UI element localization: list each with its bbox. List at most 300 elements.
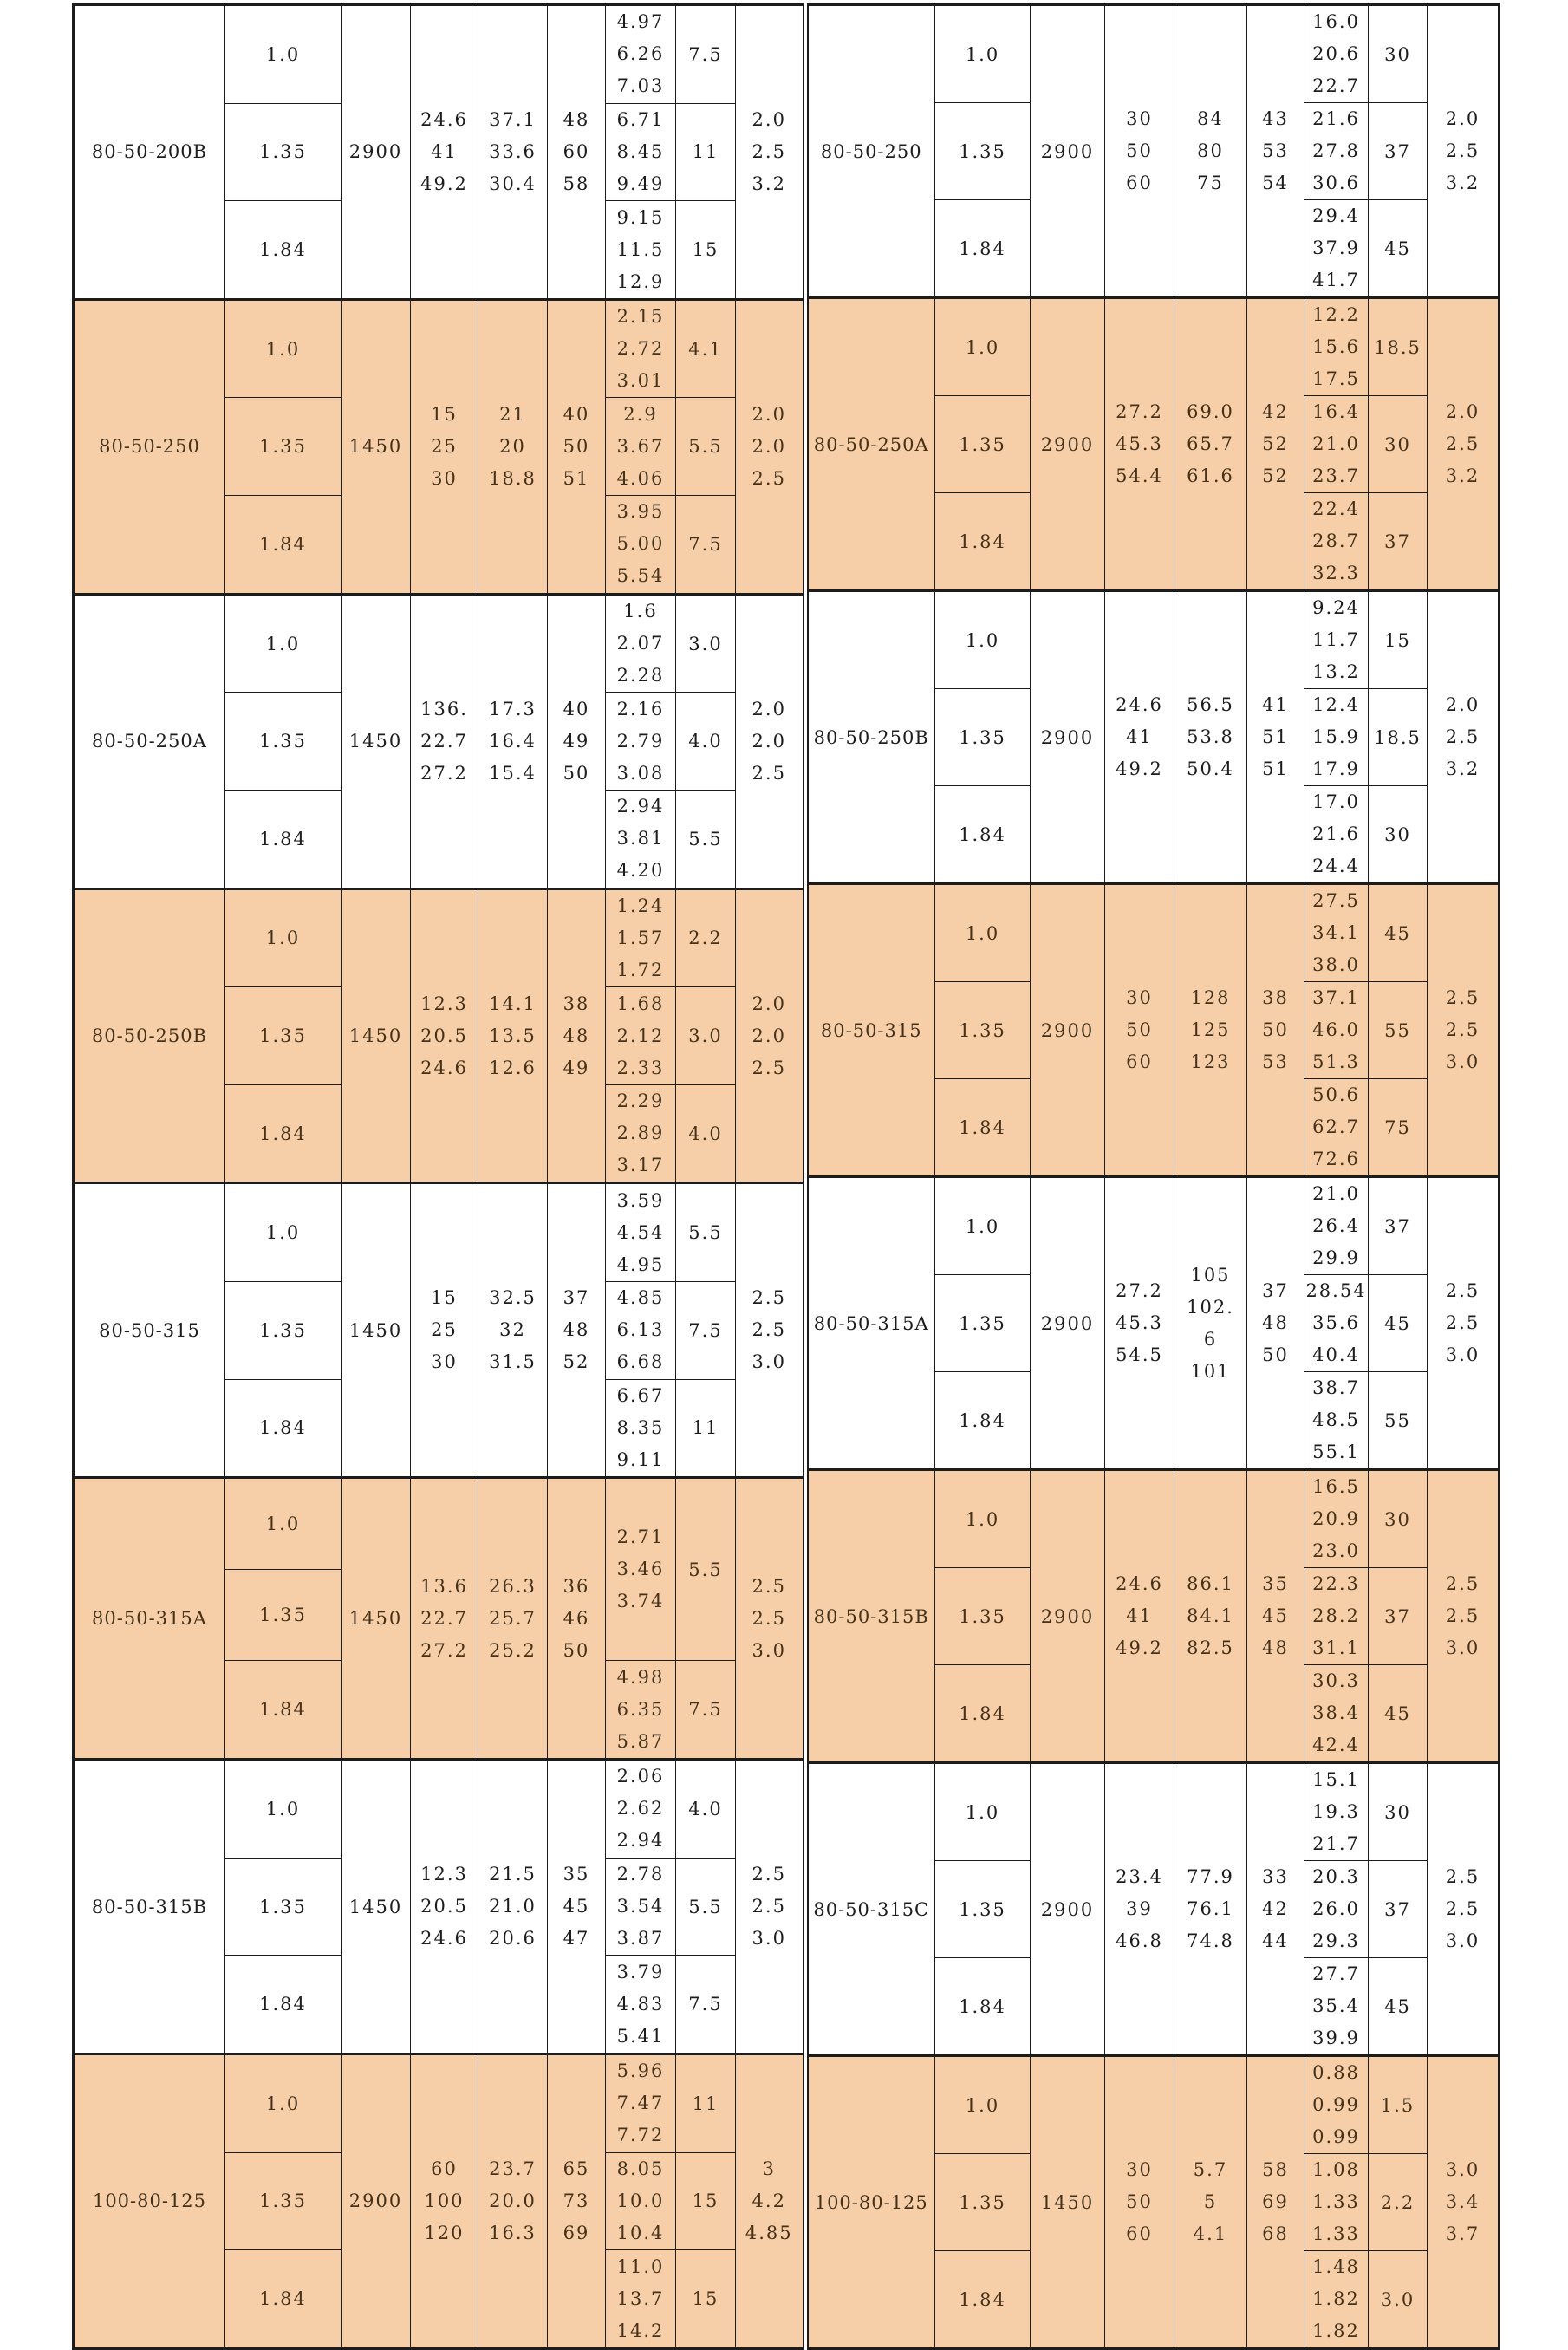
- spec-subrow: [74, 1760, 804, 1859]
- value-line: 38.0: [1312, 954, 1360, 975]
- value-line: 48: [1262, 1312, 1289, 1333]
- value-line: 14.2: [616, 2320, 665, 2341]
- value-line: 0.99: [1312, 2126, 1360, 2147]
- value-line: 24.6: [1116, 694, 1163, 715]
- value-line: 9.15: [616, 206, 665, 228]
- npsh-cell: [736, 5, 804, 300]
- motor-cell: 37: [1369, 1177, 1428, 1275]
- value-line: 15.9: [1312, 726, 1360, 747]
- npsh-cell: [1428, 1763, 1500, 2056]
- value-line: 17.5: [1312, 368, 1360, 389]
- value-line: 2.5: [1445, 726, 1480, 747]
- value-line: 60: [563, 140, 590, 162]
- flow-cell: [411, 2054, 478, 2348]
- value-line: 35.6: [1312, 1312, 1360, 1333]
- motor-cell: 55: [1369, 1372, 1428, 1470]
- value-line: 2.0: [751, 698, 786, 719]
- value-line: 84.1: [1187, 1605, 1234, 1626]
- value-line: 3.4: [1445, 2191, 1480, 2212]
- value-line: 17.0: [1312, 791, 1360, 812]
- value-line: 24.6: [1116, 1573, 1163, 1594]
- value-line: 20.9: [1312, 1508, 1360, 1529]
- value-line: 41.7: [1312, 270, 1360, 290]
- speed-cell: 2900: [1031, 1177, 1105, 1470]
- value-line: 9.11: [616, 1448, 665, 1470]
- npsh-cell: [1428, 591, 1500, 884]
- value-line: 5.96: [616, 2060, 665, 2082]
- value-line: 2.5: [1445, 1605, 1480, 1626]
- ratio-cell: 1.84: [935, 493, 1031, 591]
- value-line: 3.2: [1445, 173, 1480, 193]
- value-line: 21: [499, 403, 526, 425]
- head-cell: [1174, 1177, 1247, 1470]
- speed-cell: 1450: [1031, 2056, 1105, 2349]
- value-line: 2.5: [751, 1575, 786, 1597]
- value-line: 2.0: [751, 403, 786, 425]
- ratio-cell: 1.84: [225, 1956, 342, 2054]
- head-cell: [1174, 2056, 1247, 2349]
- power-cell: [606, 2250, 676, 2349]
- power-cell: [606, 889, 676, 987]
- value-line: 49.2: [1116, 1637, 1163, 1658]
- power-cell: [606, 5, 676, 104]
- value-line: 25.7: [489, 1607, 537, 1629]
- value-line: 36: [563, 1575, 590, 1597]
- ratio-cell: 1.0: [225, 1760, 342, 1859]
- value-line: 28.54: [1305, 1280, 1367, 1301]
- value-line: 50.6: [1312, 1084, 1360, 1105]
- spec-subrow: [808, 884, 1500, 982]
- npsh-cell: [1428, 884, 1500, 1177]
- flow-cell: [1105, 591, 1174, 884]
- power-cell: [1304, 1079, 1369, 1177]
- value-line: 12.3: [420, 993, 468, 1014]
- value-line: 53.8: [1187, 726, 1234, 747]
- value-line: 16.4: [1312, 401, 1360, 422]
- ratio-cell: 1.84: [935, 1372, 1031, 1470]
- spec-subrow: [808, 5, 1500, 103]
- value-line: 62.7: [1312, 1116, 1360, 1137]
- value-line: 50: [563, 1639, 590, 1661]
- value-line: 45.3: [1116, 1312, 1163, 1333]
- model-cell: 80-50-250B: [74, 889, 225, 1183]
- flow-cell: [1105, 1470, 1174, 1763]
- value-line: 2.16: [616, 698, 665, 719]
- value-line: 52: [563, 1351, 590, 1373]
- value-line: 6: [1203, 1328, 1218, 1350]
- value-line: 3.67: [616, 435, 665, 457]
- motor-cell: 3.0: [1369, 2251, 1428, 2349]
- power-cell: [1304, 103, 1369, 200]
- value-line: 12.9: [616, 270, 665, 292]
- model-cell: 100-80-125: [74, 2054, 225, 2348]
- value-line: 38: [563, 993, 590, 1014]
- value-line: 6.71: [616, 108, 665, 130]
- value-line: 4.95: [616, 1253, 665, 1275]
- value-line: 72.6: [1312, 1149, 1360, 1169]
- value-line: 30: [1126, 987, 1153, 1008]
- value-line: 3.74: [616, 1591, 665, 1612]
- value-line: 3.01: [616, 370, 665, 392]
- power-cell: [606, 496, 676, 595]
- value-line: 22.7: [1312, 75, 1360, 96]
- flow-cell: [411, 594, 478, 889]
- efficiency-cell: [548, 2054, 606, 2348]
- flow-cell: [411, 299, 478, 594]
- value-line: 30.3: [1312, 1670, 1360, 1691]
- value-line: 1.33: [1312, 2191, 1360, 2212]
- power-cell: [1304, 200, 1369, 298]
- ratio-cell: 1.0: [225, 1183, 342, 1282]
- value-line: 40: [563, 698, 590, 719]
- motor-cell: 2.2: [676, 889, 736, 987]
- ratio-cell: 1.84: [935, 1665, 1031, 1763]
- value-line: 73: [563, 2190, 590, 2211]
- model-cell: 80-50-200B: [74, 5, 225, 300]
- efficiency-cell: [1247, 1470, 1304, 1763]
- value-line: 69.0: [1187, 401, 1234, 422]
- value-line: 102.: [1187, 1296, 1234, 1318]
- value-line: 51: [1262, 726, 1289, 747]
- value-line: 2.5: [1445, 1019, 1480, 1040]
- value-line: 54.5: [1116, 1344, 1163, 1365]
- value-line: 2.94: [616, 796, 665, 817]
- motor-cell: 15: [676, 2152, 736, 2250]
- value-line: 53: [1262, 140, 1289, 161]
- ratio-cell: 1.84: [935, 1079, 1031, 1177]
- value-line: 15.1: [1312, 1769, 1360, 1790]
- efficiency-cell: [1247, 5, 1304, 298]
- value-line: 22.7: [420, 730, 468, 752]
- power-cell: [1304, 1861, 1369, 1958]
- ratio-cell: 1.35: [225, 1569, 342, 1661]
- model-cell: 80-50-315C: [808, 1763, 935, 2056]
- model-cell: 80-50-250: [74, 299, 225, 594]
- efficiency-cell: [1247, 298, 1304, 591]
- motor-cell: 37: [1369, 1861, 1428, 1958]
- power-cell: [1304, 1177, 1369, 1275]
- value-line: 1.82: [1312, 2288, 1360, 2309]
- value-line: 43: [1262, 108, 1289, 129]
- motor-cell: 7.5: [676, 1282, 736, 1380]
- power-cell: [606, 1379, 676, 1478]
- value-line: 18.8: [489, 467, 537, 489]
- motor-cell: 4.0: [676, 1084, 736, 1183]
- motor-cell: 5.5: [676, 1183, 736, 1282]
- value-line: 20.6: [1312, 43, 1360, 64]
- ratio-cell: 1.0: [935, 298, 1031, 396]
- model-cell: 80-50-315A: [74, 1478, 225, 1760]
- value-line: 3.0: [751, 1351, 786, 1373]
- value-line: 2.0: [751, 1025, 786, 1046]
- speed-cell: 1450: [342, 1760, 411, 2054]
- value-line: 30: [431, 467, 458, 489]
- power-cell: [606, 201, 676, 300]
- ratio-cell: 1.35: [935, 689, 1031, 786]
- value-line: 1.82: [1312, 2321, 1360, 2341]
- value-line: 50: [1262, 1019, 1289, 1040]
- value-line: 49: [563, 730, 590, 752]
- value-line: 47: [563, 1928, 590, 1949]
- head-cell: [1174, 1763, 1247, 2056]
- power-cell: [606, 594, 676, 693]
- value-line: 120: [424, 2222, 465, 2243]
- power-cell: [606, 987, 676, 1085]
- value-line: 1.6: [623, 601, 658, 622]
- value-line: 2.33: [616, 1057, 665, 1078]
- value-line: 3.7: [1445, 2223, 1480, 2244]
- value-line: 84: [1197, 108, 1224, 129]
- value-line: 1.08: [1312, 2159, 1360, 2180]
- value-line: 35.4: [1312, 1995, 1360, 2016]
- value-line: 29.4: [1312, 205, 1360, 226]
- power-cell: [606, 1760, 676, 1859]
- value-line: 128: [1190, 987, 1231, 1008]
- speed-cell: 2900: [1031, 591, 1105, 884]
- spec-subrow: [74, 1183, 804, 1282]
- value-line: 3.08: [616, 762, 665, 784]
- power-cell: [606, 1183, 676, 1282]
- value-line: 16.3: [489, 2222, 537, 2243]
- value-line: 10.4: [616, 2222, 665, 2243]
- spec-subrow: [74, 889, 804, 987]
- efficiency-cell: [1247, 591, 1304, 884]
- value-line: 50: [1126, 1019, 1153, 1040]
- motor-cell: 15: [1369, 591, 1428, 689]
- power-cell: [606, 299, 676, 398]
- value-line: 22.7: [420, 1607, 468, 1629]
- value-line: 23.7: [489, 2158, 537, 2179]
- value-line: 2.94: [616, 1830, 665, 1852]
- value-line: 74.8: [1187, 1930, 1234, 1951]
- value-line: 65: [563, 2158, 590, 2179]
- flow-cell: [411, 5, 478, 300]
- spec-subrow: [808, 1177, 1500, 1275]
- value-line: 76.1: [1187, 1898, 1234, 1919]
- value-line: 2.12: [616, 1025, 665, 1046]
- value-line: 40.4: [1312, 1344, 1360, 1365]
- value-line: 30: [1126, 108, 1153, 129]
- spec-subrow: [808, 1763, 1500, 1861]
- value-line: 21.6: [1312, 823, 1360, 844]
- value-line: 49.2: [1116, 758, 1163, 779]
- value-line: 12.2: [1312, 304, 1360, 325]
- motor-cell: 30: [1369, 5, 1428, 103]
- value-line: 56.5: [1187, 694, 1234, 715]
- power-cell: [1304, 2154, 1369, 2251]
- value-line: 123: [1190, 1051, 1231, 1072]
- power-cell: [606, 1956, 676, 2054]
- model-cell: 80-50-315B: [808, 1470, 935, 1763]
- motor-cell: 4.0: [676, 1760, 736, 1859]
- power-cell: [1304, 689, 1369, 786]
- value-line: 2.5: [1445, 987, 1480, 1008]
- ratio-cell: 1.35: [225, 2152, 342, 2250]
- value-line: 5.87: [616, 1730, 665, 1752]
- value-line: 28.2: [1312, 1605, 1360, 1626]
- head-cell: [1174, 591, 1247, 884]
- value-line: 50: [563, 435, 590, 457]
- spec-subrow: [74, 5, 804, 104]
- speed-cell: 1450: [342, 1478, 411, 1760]
- value-line: 25: [431, 1319, 458, 1341]
- value-line: 0.88: [1312, 2062, 1360, 2083]
- value-line: 11.7: [1312, 629, 1360, 650]
- flow-cell: [411, 1478, 478, 1760]
- value-line: 48: [563, 1319, 590, 1341]
- head-cell: [478, 1760, 548, 2054]
- value-line: 38.7: [1312, 1377, 1360, 1398]
- value-line: 39: [1126, 1898, 1153, 1919]
- speed-cell: 2900: [1031, 884, 1105, 1177]
- npsh-cell: [736, 1760, 804, 2054]
- value-line: 2.78: [616, 1864, 665, 1885]
- value-line: 3.79: [616, 1961, 665, 1982]
- value-line: 58: [563, 173, 590, 194]
- value-line: 2.5: [751, 140, 786, 162]
- value-line: 2.5: [751, 1287, 786, 1309]
- power-cell: [606, 1282, 676, 1380]
- value-line: 8.05: [616, 2158, 665, 2179]
- value-line: 44: [1262, 1930, 1289, 1951]
- value-line: 50: [563, 762, 590, 784]
- value-line: 26.0: [1312, 1898, 1360, 1919]
- power-cell: [1304, 591, 1369, 689]
- speed-cell: 2900: [342, 5, 411, 300]
- spec-subrow: [808, 2056, 1500, 2154]
- value-line: 27.2: [1116, 401, 1163, 422]
- value-line: 14.1: [489, 993, 537, 1014]
- power-cell: [606, 1858, 676, 1956]
- value-line: 9.24: [1312, 597, 1360, 618]
- motor-cell: 5.5: [676, 1858, 736, 1956]
- value-line: 46: [563, 1607, 590, 1629]
- power-cell: [1304, 786, 1369, 884]
- spec-subrow: [74, 299, 804, 398]
- value-line: 24.6: [420, 1928, 468, 1949]
- value-line: 25.2: [489, 1639, 537, 1661]
- value-line: 1.24: [616, 895, 665, 916]
- value-line: 45: [563, 1896, 590, 1917]
- value-line: 20: [499, 435, 526, 457]
- head-cell: [478, 889, 548, 1183]
- value-line: 13.7: [616, 2288, 665, 2309]
- value-line: 5.54: [616, 565, 665, 587]
- value-line: 20.6: [489, 1928, 537, 1949]
- motor-cell: 55: [1369, 982, 1428, 1079]
- value-line: 1.48: [1312, 2256, 1360, 2277]
- value-line: 51: [1262, 758, 1289, 779]
- power-cell: [606, 2054, 676, 2152]
- npsh-cell: [1428, 1470, 1500, 1763]
- ratio-cell: 1.0: [225, 5, 342, 104]
- ratio-cell: 1.0: [935, 884, 1031, 982]
- value-line: 17.9: [1312, 758, 1360, 779]
- npsh-cell: [736, 1478, 804, 1760]
- value-line: 23.7: [1312, 465, 1360, 486]
- value-line: 4.54: [616, 1221, 665, 1243]
- value-line: 13.6: [420, 1575, 468, 1597]
- speed-cell: 1450: [342, 299, 411, 594]
- head-cell: [1174, 298, 1247, 591]
- model-cell: 80-50-250A: [808, 298, 935, 591]
- ratio-cell: 1.84: [935, 2251, 1031, 2349]
- value-line: 7.03: [616, 75, 665, 97]
- value-line: 48: [1262, 1637, 1289, 1658]
- value-line: 77.9: [1187, 1866, 1234, 1887]
- value-line: 13.2: [1312, 661, 1360, 682]
- value-line: 27.8: [1312, 140, 1360, 161]
- value-line: 48: [563, 108, 590, 130]
- value-line: 6.13: [616, 1319, 665, 1341]
- ratio-cell: 1.35: [935, 396, 1031, 493]
- ratio-cell: 1.0: [935, 1470, 1031, 1568]
- ratio-cell: 1.84: [935, 786, 1031, 884]
- value-line: 2.5: [751, 467, 786, 489]
- value-line: 2.0: [751, 108, 786, 130]
- ratio-cell: 1.84: [225, 1379, 342, 1478]
- ratio-cell: 1.35: [935, 1861, 1031, 1958]
- motor-cell: 11: [676, 103, 736, 201]
- value-line: 41: [1126, 1605, 1153, 1626]
- power-cell: [1304, 1372, 1369, 1470]
- value-line: 30: [431, 1351, 458, 1373]
- power-cell: [606, 1084, 676, 1183]
- value-line: 2.5: [1445, 1898, 1480, 1919]
- value-line: 0.99: [1312, 2094, 1360, 2115]
- value-line: 125: [1190, 1019, 1231, 1040]
- value-line: 65.7: [1187, 433, 1234, 454]
- value-line: 5.41: [616, 2025, 665, 2047]
- speed-cell: 2900: [1031, 298, 1105, 591]
- value-line: 1.68: [616, 993, 665, 1014]
- head-cell: [478, 299, 548, 594]
- value-line: 6.67: [616, 1384, 665, 1406]
- value-line: 2.5: [751, 1607, 786, 1629]
- value-line: 40: [563, 403, 590, 425]
- value-line: 17.3: [489, 698, 537, 719]
- value-line: 3.17: [616, 1155, 665, 1176]
- value-line: 3.2: [1445, 465, 1480, 486]
- value-line: 19.3: [1312, 1801, 1360, 1822]
- value-line: 4.97: [616, 11, 665, 33]
- value-line: 37.1: [1312, 987, 1360, 1008]
- value-line: 2.5: [751, 762, 786, 784]
- motor-cell: 3.0: [676, 594, 736, 693]
- value-line: 101: [1190, 1360, 1231, 1382]
- value-line: 27.2: [420, 1639, 468, 1661]
- value-line: 32: [499, 1319, 526, 1341]
- value-line: 15: [431, 403, 458, 425]
- value-line: 136.: [420, 698, 468, 719]
- value-line: 2.5: [1445, 1280, 1480, 1301]
- value-line: 3.0: [1445, 2159, 1480, 2180]
- npsh-cell: [736, 2054, 804, 2348]
- value-line: 30.6: [1312, 173, 1360, 193]
- ratio-cell: 1.0: [225, 1478, 342, 1570]
- spec-subrow: [808, 1470, 1500, 1568]
- value-line: 2.5: [1445, 140, 1480, 161]
- value-line: 55.1: [1312, 1442, 1360, 1462]
- value-line: 2.5: [751, 1319, 786, 1341]
- motor-cell: 15: [676, 201, 736, 300]
- value-line: 7.72: [616, 2125, 665, 2146]
- value-line: 2.5: [751, 1896, 786, 1917]
- value-line: 60: [431, 2158, 458, 2179]
- ratio-cell: 1.0: [935, 5, 1031, 103]
- motor-cell: 7.5: [676, 1661, 736, 1760]
- value-line: 2.5: [751, 1864, 786, 1885]
